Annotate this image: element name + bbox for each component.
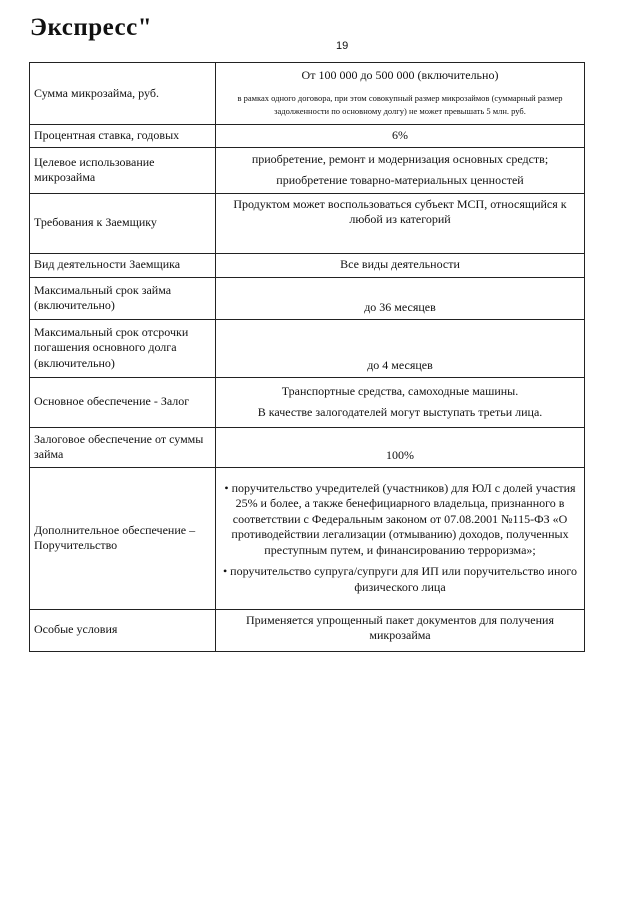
row-value xyxy=(216,63,585,125)
table-row xyxy=(30,125,585,148)
table-row xyxy=(30,609,585,651)
activity-type-value: Все виды деятельности xyxy=(216,253,585,277)
row-label: Максимальный срок займа (включительно) xyxy=(30,277,216,319)
borrower-requirements-value: Продуктом может воспользоваться субъект МСП, относящийся к любой из категорий xyxy=(216,193,585,253)
row-label: Требования к Заемщику xyxy=(30,193,216,253)
table-row xyxy=(30,63,585,125)
table-row xyxy=(30,147,585,193)
guarantee-bullet: • поручительство супруга/супруги для ИП или поручительство иного физического лица xyxy=(222,564,578,595)
row-label: Целевое использование микрозайма xyxy=(30,147,216,193)
row-value xyxy=(216,147,585,193)
row-label: Основное обеспечение - Залог xyxy=(30,377,216,427)
loan-amount-note: в рамках одного договора, при этом совокупный размер микрозаймов (суммарный размер задолженности по основному долгу) не может превышать 5 млн. руб. xyxy=(237,92,563,117)
row-label: Максимальный срок отсрочки погашения основного долга (включительно) xyxy=(30,319,216,377)
loan-amount-range: От 100 000 до 500 000 (включительно) xyxy=(301,68,499,83)
grace-period-value: до 4 месяцев xyxy=(216,319,585,377)
row-label: Процентная ставка, годовых xyxy=(30,125,216,148)
row-value xyxy=(216,467,585,609)
collateral-line: Транспортные средства, самоходные машины. xyxy=(281,383,519,398)
table-row xyxy=(30,319,585,377)
table-row xyxy=(30,253,585,277)
loan-terms-table xyxy=(29,62,585,652)
collateral-line: В качестве залогодателей могут выступать третьи лица. xyxy=(257,405,543,420)
row-value xyxy=(216,377,585,427)
max-term-value: до 36 месяцев xyxy=(216,277,585,319)
table-row xyxy=(30,467,585,609)
special-conditions-value: Применяется упрощенный пакет документов для получения микрозайма xyxy=(216,609,585,651)
row-label: Вид деятельности Заемщика xyxy=(30,253,216,277)
purpose-line: приобретение, ремонт и модернизация основных средств; xyxy=(251,151,549,166)
document-title: Экспресс" xyxy=(30,14,153,41)
table-row xyxy=(30,277,585,319)
guarantee-bullet: • поручительство учредителей (участников) для ЮЛ с долей участия 25% и более, а также бенефициарного владельца, признанного в соответствии с Федеральным законом от 07.08.2001 №115-ФЗ «О противодействии легализации (отмыванию) доходов, полученных преступным путем, и финансированию терроризма»; xyxy=(224,480,576,557)
table-row xyxy=(30,377,585,427)
row-label: Сумма микрозайма, руб. xyxy=(30,63,216,125)
purpose-line: приобретение товарно-материальных ценностей xyxy=(276,173,524,188)
collateral-coverage-value: 100% xyxy=(216,427,585,467)
page-number: 19 xyxy=(336,40,349,52)
interest-rate-value: 6% xyxy=(216,125,585,148)
row-label: Залоговое обеспечение от суммы займа xyxy=(30,427,216,467)
table-row xyxy=(30,193,585,253)
row-label: Дополнительное обеспечение – Поручительство xyxy=(30,467,216,609)
row-label: Особые условия xyxy=(30,609,216,651)
table-row xyxy=(30,427,585,467)
